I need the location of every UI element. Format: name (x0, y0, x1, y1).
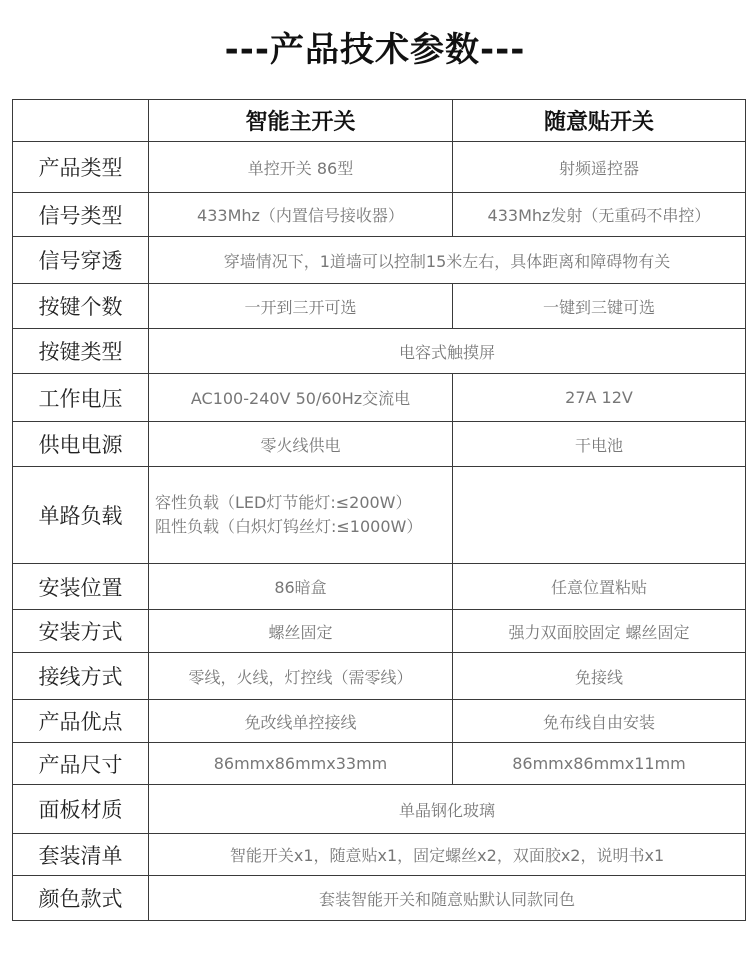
table-row (13, 610, 746, 653)
main-switch-value: 86mmx86mmx33mm (149, 743, 453, 785)
row-label: 信号类型 (13, 193, 149, 237)
row-label: 产品优点 (13, 700, 149, 743)
main-switch-value: 零线，火线，灯控线（需零线） (149, 653, 453, 700)
table-row (13, 653, 746, 700)
capacitive-load-text: 容性负载（LED灯节能灯:≤200W） (155, 493, 412, 512)
main-switch-value: 一开到三开可选 (149, 284, 453, 329)
merged-value: 套装智能开关和随意贴默认同款同色 (149, 876, 746, 921)
header-blank-cell (13, 100, 149, 142)
main-switch-value: 86暗盒 (149, 564, 453, 610)
table-row (13, 876, 746, 921)
row-label: 产品尺寸 (13, 743, 149, 785)
page-title: ---产品技术参数--- (224, 30, 526, 70)
row-label: 套装清单 (13, 834, 149, 876)
row-label: 面板材质 (13, 785, 149, 834)
table-row (13, 329, 746, 374)
merged-value: 电容式触摸屏 (149, 329, 746, 374)
merged-value: 穿墙情况下，1道墙可以控制15米左右，具体距离和障碍物有关 (149, 237, 746, 284)
table-row (13, 700, 746, 743)
row-label: 供电电源 (13, 422, 149, 467)
paste-switch-value: 一键到三键可选 (453, 284, 746, 329)
merged-value: 智能开关x1，随意贴x1，固定螺丝x2，双面胶x2，说明书x1 (149, 834, 746, 876)
row-label: 按键类型 (13, 329, 149, 374)
resistive-load-text: 阻性负载（白炽灯钨丝灯:≤1000W） (155, 517, 423, 536)
table-row (13, 284, 746, 329)
paste-switch-value (453, 467, 746, 564)
header-paste-switch: 随意贴开关 (453, 100, 746, 142)
row-label: 单路负载 (13, 467, 149, 564)
table-row (13, 422, 746, 467)
row-label: 工作电压 (13, 374, 149, 422)
paste-switch-value: 免接线 (453, 653, 746, 700)
table-row (13, 564, 746, 610)
row-label: 按键个数 (13, 284, 149, 329)
table-row (13, 374, 746, 422)
main-switch-value: 单控开关 86型 (149, 142, 453, 193)
merged-value: 单晶钢化玻璃 (149, 785, 746, 834)
row-label: 接线方式 (13, 653, 149, 700)
table-row (13, 142, 746, 193)
table-row (13, 743, 746, 785)
table-row (13, 785, 746, 834)
paste-switch-value: 任意位置粘贴 (453, 564, 746, 610)
table-row (13, 193, 746, 237)
main-switch-value (149, 467, 453, 564)
paste-switch-value: 射频遥控器 (453, 142, 746, 193)
table-row (13, 237, 746, 284)
table-row (13, 834, 746, 876)
row-label: 信号穿透 (13, 237, 149, 284)
main-switch-value: 螺丝固定 (149, 610, 453, 653)
main-switch-value: 433Mhz（内置信号接收器） (149, 193, 453, 237)
row-label: 安装位置 (13, 564, 149, 610)
header-main-switch: 智能主开关 (149, 100, 453, 142)
main-switch-value: 零火线供电 (149, 422, 453, 467)
paste-switch-value: 433Mhz发射（无重码不串控） (453, 193, 746, 237)
paste-switch-value: 免布线自由安装 (453, 700, 746, 743)
main-switch-value: 免改线单控接线 (149, 700, 453, 743)
paste-switch-value: 86mmx86mmx11mm (453, 743, 746, 785)
spec-table (12, 99, 746, 921)
table-header-row (13, 100, 746, 142)
row-label: 产品类型 (13, 142, 149, 193)
table-row (13, 467, 746, 564)
main-switch-value: AC100-240V 50/60Hz交流电 (149, 374, 453, 422)
paste-switch-value: 强力双面胶固定 螺丝固定 (453, 610, 746, 653)
row-label: 颜色款式 (13, 876, 149, 921)
paste-switch-value: 干电池 (453, 422, 746, 467)
row-label: 安装方式 (13, 610, 149, 653)
paste-switch-value: 27A 12V (453, 374, 746, 422)
